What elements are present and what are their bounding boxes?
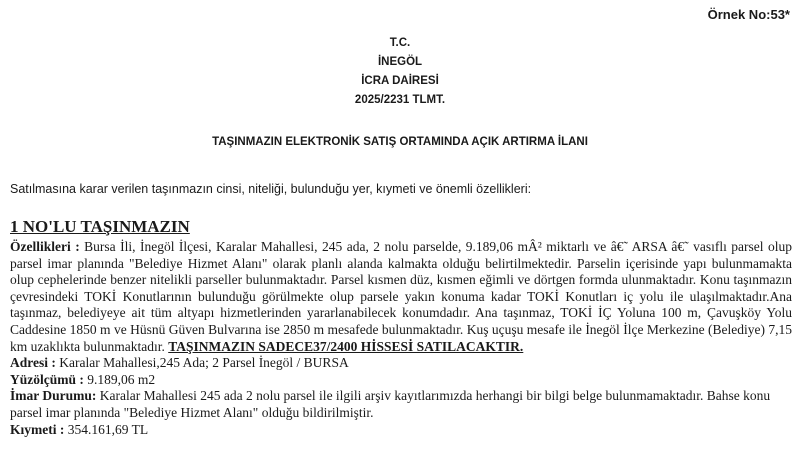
zoning-value: Karalar Mahallesi 245 ada 2 nolu parsel ile ilgili arşiv kayıtlarımızda herhangi bir bilgi belge bulunmamaktadır. Bahse konu parsel imar planında "Belediye Hizmet Alanı" olduğu bildirilmiştir. — [10, 388, 771, 420]
header-country: T.C. — [389, 37, 411, 49]
value-value: 354.161,69 TL — [67, 421, 149, 437]
notice-title: TAŞINMAZIN ELEKTRONİK SATIŞ ORTAMINDA AÇIK ARTIRMA İLANI — [212, 136, 588, 148]
property-section — [10, 216, 792, 438]
features-text: Bursa İli, İnegöl İlçesi, Karalar Mahallesi, 245 ada, 2 nolu parselde, 9.189,06 mÂ² miktarlı ve â€˜ ARSA â€˜ vasıflı parsel olup parsel imar planında "Belediye Hizmet Alanı" olarak planlı alanda kalmakta olduğu belirtilmektedir. Parselin içerisinde yapı bulunmamakta olup cephelerinde benzer nitelikli parseller bulunmaktadır. Parsel kısmen düz, kısmen eğimli ve dörtgen formda ulunmaktadır. Konu taşınmazın çevresindeki TOKİ Konutlarının bulunduğu görülmekte olup parsele yakın konuma kadar TOKİ Konutları iç yolu ile ulaşılmaktadır.Ana taşınmaz, belediyeye ait tüm altyapı hizmetlerinden yararlanabilecek konumdadır. Ana taşınmaz, TOKİ İÇ Yoluna 100 m, Çavuşköy Yolu Caddesine 1850 m ve Hüsnü Güven Bulvarına ise 2850 m mesafede bulunmaktadır. Kuş uçuşu mesafe ile İnegöl İlçe Merkezine (Belediye) 7,15 km uzaklıkta bulunmaktadır. — [10, 239, 792, 354]
header-district: İNEGÖL — [377, 56, 423, 68]
area-row — [10, 372, 792, 389]
address-value: Karalar Mahallesi,245 Ada; 2 Parsel İnegöl / BURSA — [59, 355, 349, 371]
area-label: Yüzölçümü : — [10, 371, 84, 387]
zoning-label: İmar Durumu: — [10, 388, 97, 404]
area-value: 9.189,06 m2 — [87, 371, 156, 387]
value-row — [10, 422, 792, 439]
sample-number: Örnek No:53* — [707, 7, 790, 22]
zoning-row — [10, 388, 792, 421]
intro-text: Satılmasına karar verilen taşınmazın cinsi, niteliği, bulunduğu yer, kıymeti ve önemli özellikleri: — [10, 182, 532, 196]
share-note: TAŞINMAZIN SADECE37/2400 HİSSESİ SATILACAKTIR. — [168, 338, 524, 354]
document-header — [0, 34, 800, 110]
header-office: İCRA DAİRESİ — [361, 75, 439, 87]
property-heading: 1 NO'LU TAŞINMAZIN — [10, 217, 190, 236]
address-row — [10, 355, 792, 372]
features-paragraph — [10, 239, 792, 355]
features-label: Özellikleri : — [10, 239, 80, 254]
value-label: Kıymeti : — [10, 421, 65, 437]
header-file-number: 2025/2231 TLMT. — [354, 94, 446, 106]
address-label: Adresi : — [10, 355, 56, 371]
